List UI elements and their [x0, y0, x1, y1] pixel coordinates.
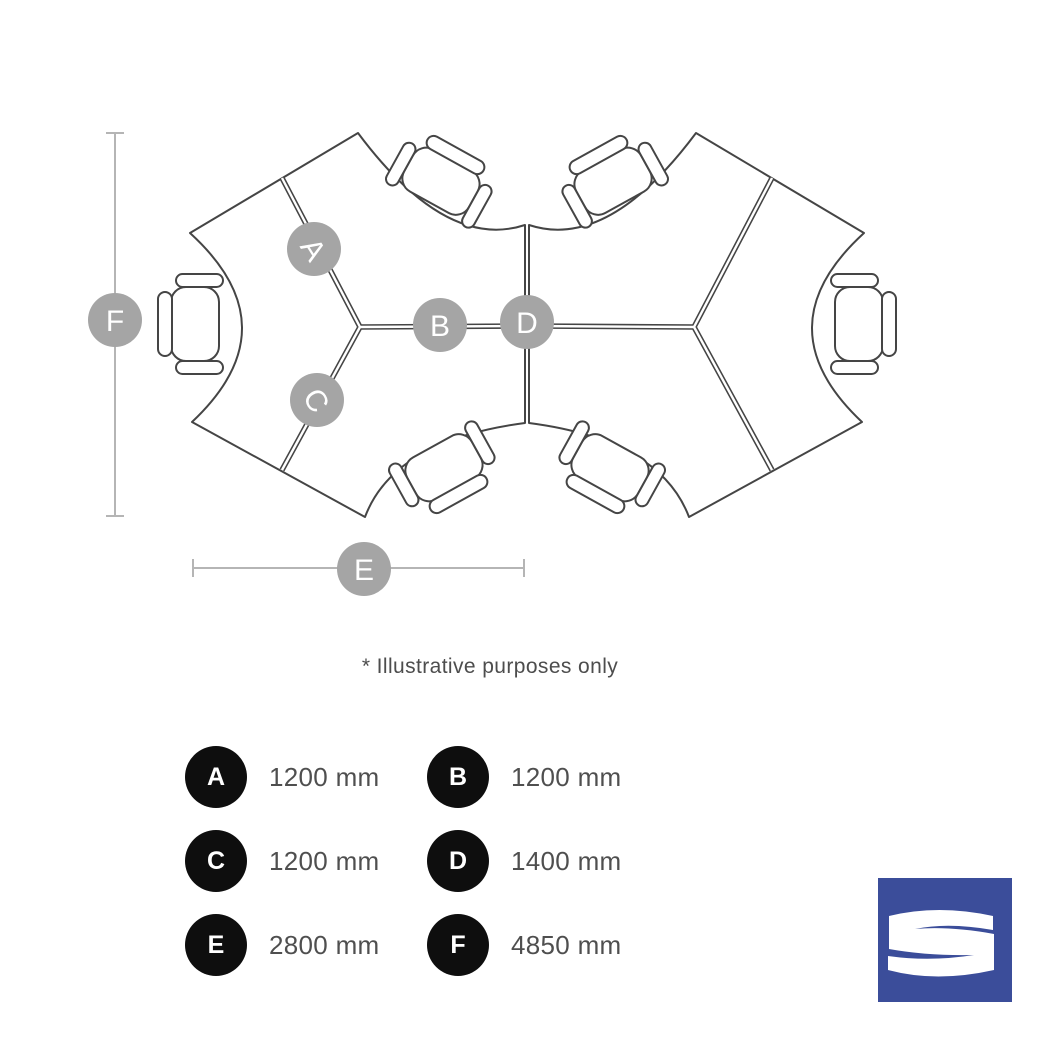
legend-badge-c: C [185, 830, 247, 892]
logo-s-icon [878, 878, 1012, 1002]
marker-c-label: C [295, 382, 336, 419]
desk-pod-left [158, 125, 525, 525]
legend-value-c: 1200 mm [269, 845, 380, 876]
legend-item-a [185, 746, 379, 808]
legend-value-a: 1200 mm [269, 761, 380, 792]
legend-badge-a: A [185, 746, 247, 808]
marker-d-label: D [516, 307, 538, 340]
legend-badge-b: B [427, 746, 489, 808]
legend-item-c [185, 830, 379, 892]
legend-value-d: 1400 mm [511, 845, 622, 876]
legend-badge-f: F [427, 914, 489, 976]
legend-value-e: 2800 mm [269, 929, 380, 960]
legend-value-f: 4850 mm [511, 929, 622, 960]
marker-e-label: E [353, 554, 375, 587]
legend-item-e [185, 914, 379, 976]
legend-value-b: 1200 mm [511, 761, 622, 792]
legend-badge-d: D [427, 830, 489, 892]
legend-item-f [427, 914, 621, 976]
legend-badge-e: E [185, 914, 247, 976]
marker-b-label: B [429, 310, 451, 343]
legend-item-d [427, 830, 621, 892]
brand-logo [878, 878, 1012, 1002]
illustrative-note: * Illustrative purposes only [361, 655, 619, 678]
logo-s-glyph [888, 910, 994, 977]
desk-pod-right [529, 125, 896, 525]
legend-item-b [427, 746, 621, 808]
marker-a-label: A [293, 232, 333, 268]
marker-f-label: F [105, 305, 125, 338]
